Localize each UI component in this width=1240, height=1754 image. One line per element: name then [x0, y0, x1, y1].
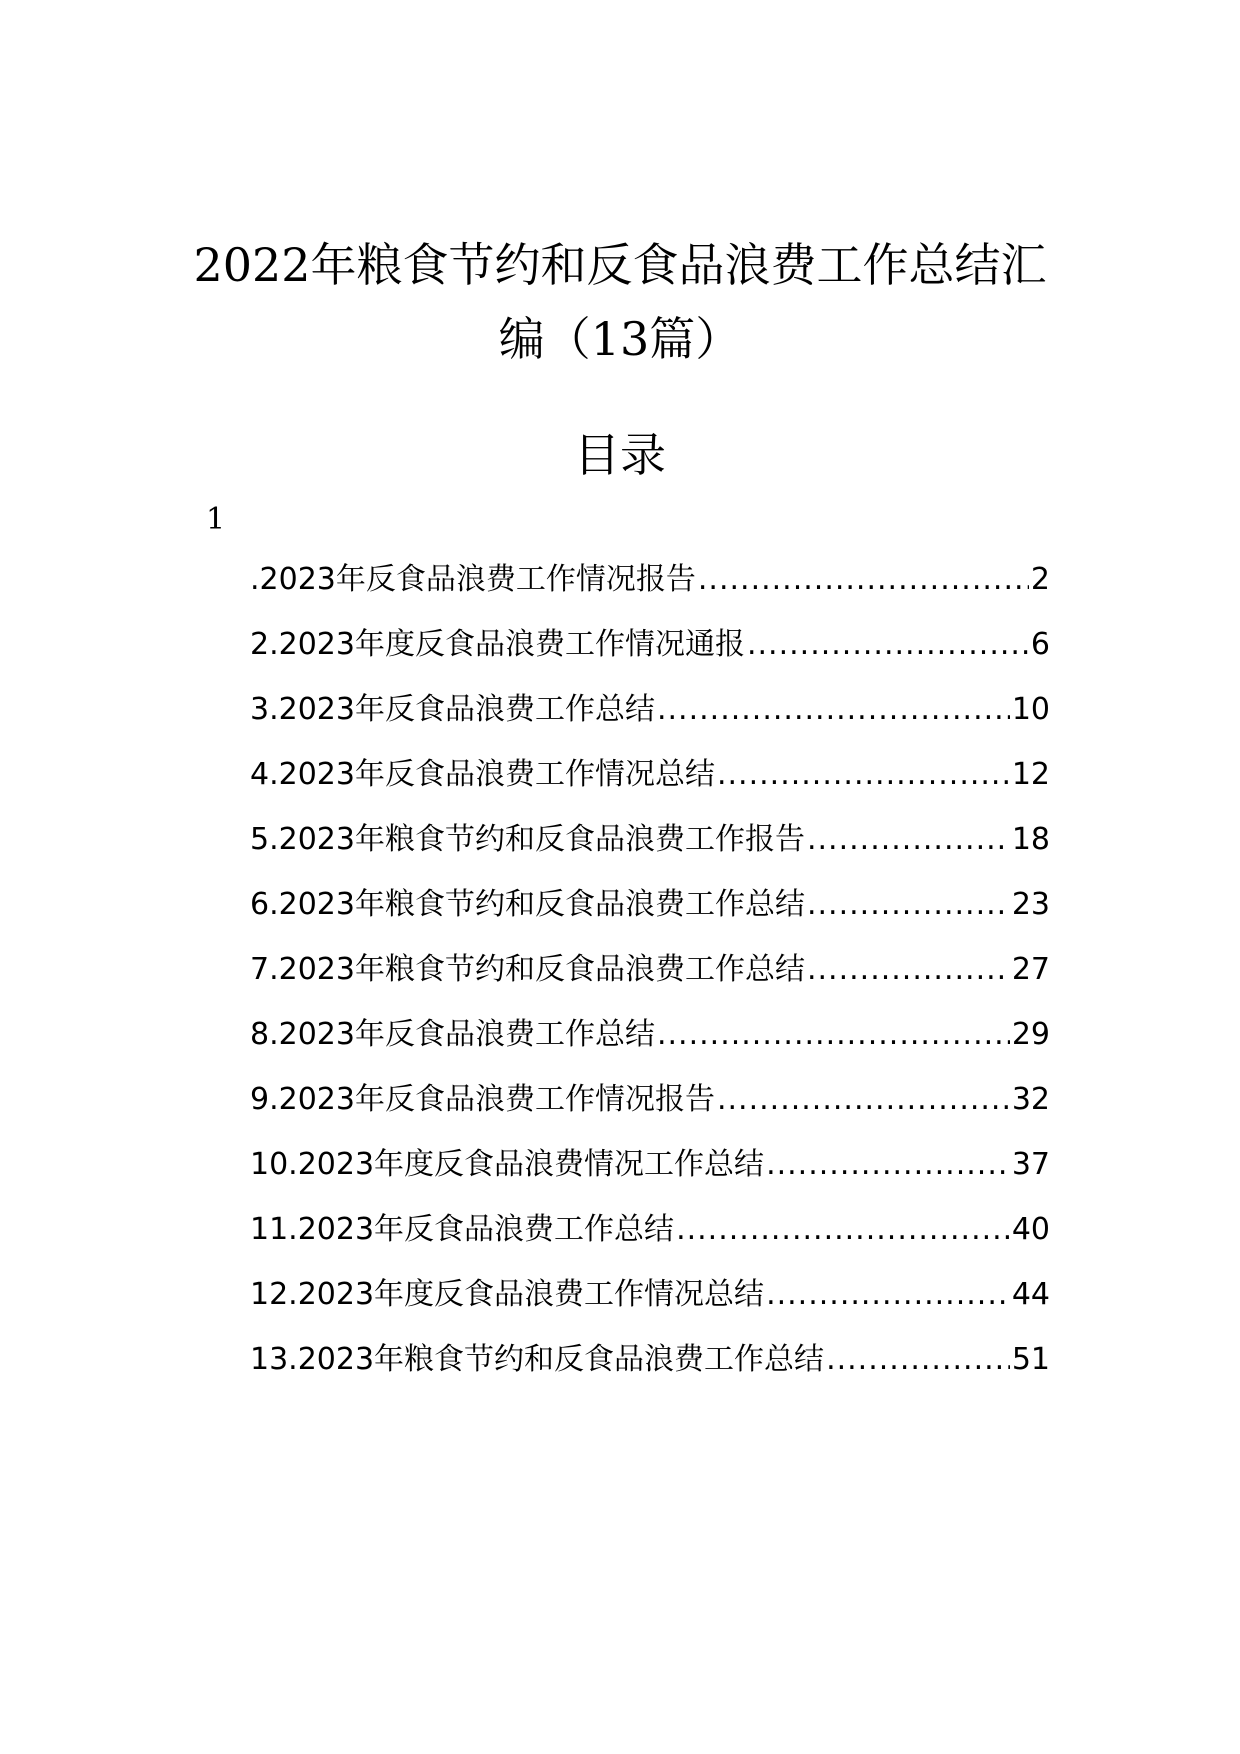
- toc-page-number: 29: [1011, 1017, 1050, 1052]
- toc-entry-title: .2023年反食品浪费工作情况报告: [250, 562, 696, 597]
- toc-dot-leader: [717, 750, 1010, 800]
- toc-dot-leader: [747, 620, 1029, 670]
- toc-page-number: 6: [1030, 627, 1050, 662]
- toc-dot-leader: [698, 555, 1029, 605]
- toc-page-number: 10: [1011, 692, 1050, 727]
- toc-entry-title: 7.2023年粮食节约和反食品浪费工作总结: [250, 952, 805, 987]
- toc-entry-title: 5.2023年粮食节约和反食品浪费工作报告: [250, 822, 805, 857]
- toc-entry-10[interactable]: [250, 1140, 1050, 1205]
- toc-entry-title: 10.2023年度反食品浪费情况工作总结: [250, 1147, 765, 1182]
- toc-page-number: 32: [1011, 1082, 1050, 1117]
- toc-entry-title: 3.2023年反食品浪费工作总结: [250, 692, 655, 727]
- toc-page-number: 18: [1011, 822, 1050, 857]
- toc-page-number: 40: [1011, 1212, 1050, 1247]
- toc-entry-title: 4.2023年反食品浪费工作情况总结: [250, 757, 715, 792]
- toc-dot-leader: [657, 685, 1010, 735]
- toc-entry-title: 9.2023年反食品浪费工作情况报告: [250, 1082, 715, 1117]
- toc-entry-title: 11.2023年反食品浪费工作总结: [250, 1212, 675, 1247]
- toc-entry-11[interactable]: [250, 1205, 1050, 1270]
- document-title: 2022年粮食节约和反食品浪费工作总结汇编（13篇）: [193, 238, 1047, 366]
- toc-entry-3[interactable]: [250, 685, 1050, 750]
- toc-entry-title: 13.2023年粮食节约和反食品浪费工作总结: [250, 1342, 825, 1377]
- toc-page-number: 37: [1011, 1147, 1050, 1182]
- toc-dot-leader: [807, 815, 1010, 865]
- toc-entry-title: 6.2023年粮食节约和反食品浪费工作总结: [250, 887, 805, 922]
- toc-dot-leader: [766, 1140, 1010, 1190]
- toc-entry-1[interactable]: [250, 555, 1050, 620]
- toc-entry-4[interactable]: [250, 750, 1050, 815]
- list-marker: 1: [206, 502, 226, 537]
- toc-page-number: 44: [1011, 1277, 1050, 1312]
- toc-page-number: 27: [1011, 952, 1050, 987]
- toc-entry-9[interactable]: [250, 1075, 1050, 1140]
- toc-entry-13[interactable]: [250, 1335, 1050, 1400]
- toc-entry-7[interactable]: [250, 945, 1050, 1010]
- toc-entry-title: 8.2023年反食品浪费工作总结: [250, 1017, 655, 1052]
- toc-entry-8[interactable]: [250, 1010, 1050, 1075]
- toc-page-number: 12: [1011, 757, 1050, 792]
- toc-page-number: 23: [1011, 887, 1050, 922]
- toc-entry-12[interactable]: [250, 1270, 1050, 1335]
- toc-entry-2[interactable]: [250, 620, 1050, 685]
- toc-dot-leader: [766, 1270, 1010, 1320]
- table-of-contents: [250, 555, 1050, 1400]
- toc-dot-leader: [676, 1205, 1010, 1255]
- toc-page-number: 51: [1011, 1342, 1050, 1377]
- toc-entry-title: 2.2023年度反食品浪费工作情况通报: [250, 627, 745, 662]
- toc-dot-leader: [807, 880, 1010, 930]
- toc-dot-leader: [807, 945, 1010, 995]
- toc-entry-6[interactable]: [250, 880, 1050, 945]
- toc-heading: 目录: [574, 428, 666, 482]
- toc-page-number: 2: [1030, 562, 1050, 597]
- toc-dot-leader: [717, 1075, 1010, 1125]
- toc-dot-leader: [826, 1335, 1010, 1385]
- toc-entry-5[interactable]: [250, 815, 1050, 880]
- toc-dot-leader: [657, 1010, 1010, 1060]
- toc-entry-title: 12.2023年度反食品浪费工作情况总结: [250, 1277, 765, 1312]
